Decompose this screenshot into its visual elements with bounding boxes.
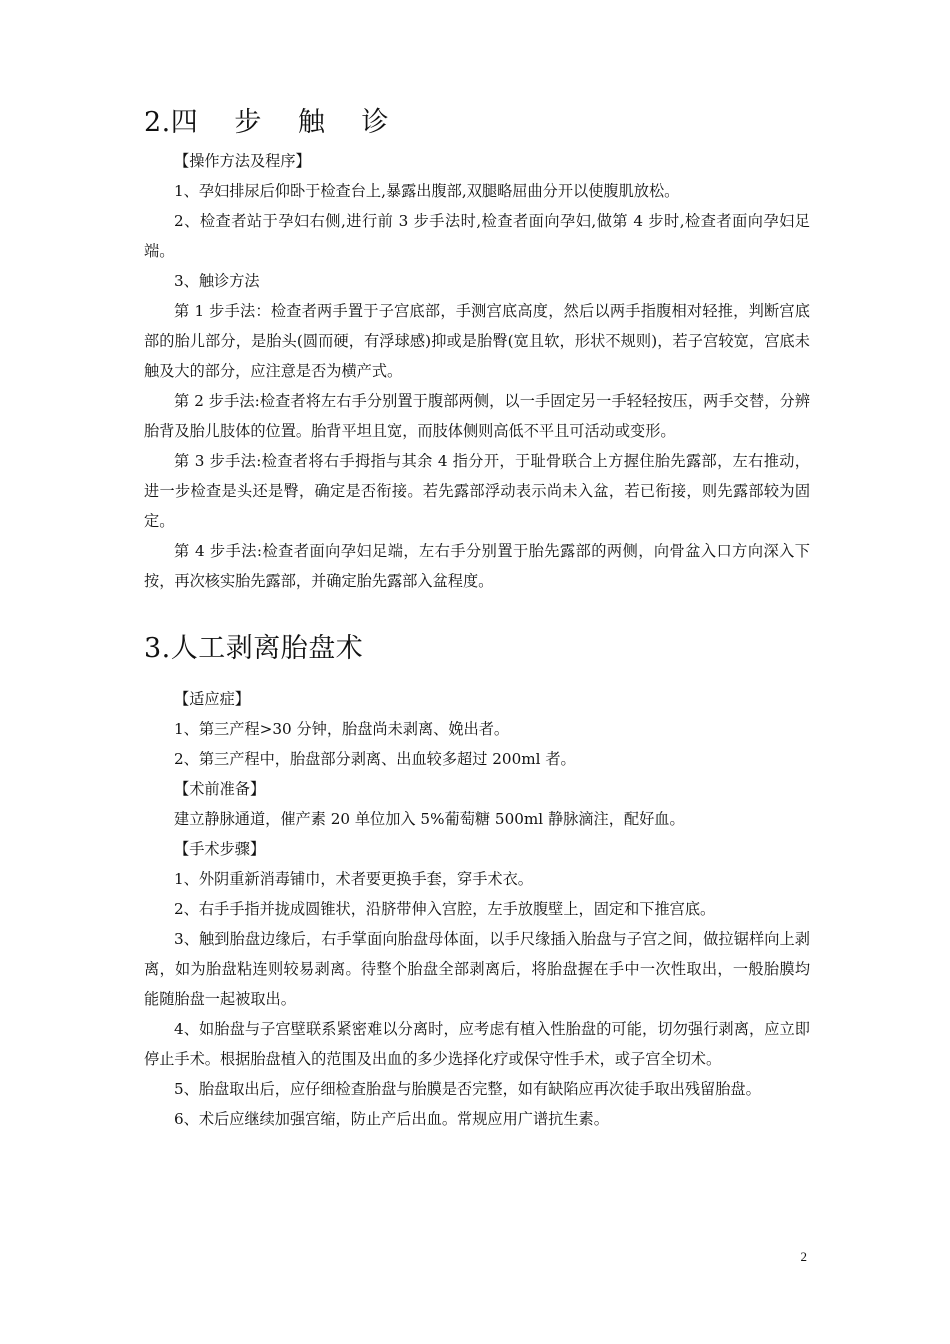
heading-text: 四 步 触 诊	[170, 107, 403, 138]
page-number: 2	[800, 1249, 807, 1264]
paragraph-preop-label: 【术前准备】	[174, 780, 266, 798]
paragraph-maneuver-4: 第 4 步手法:检查者面向孕妇足端，左右手分别置于胎先露部的两侧，向骨盆入口方向深入下按，再次核实胎先露部，并确定胎先露部入盆程度。	[144, 542, 810, 590]
paragraph-surgery-step-3: 3、触到胎盘边缘后，右手掌面向胎盘母体面，以手尺缘插入胎盘与子宫之间，做拉锯样向上剥离，如为胎盘粘连则较易剥离。待整个胎盘全部剥离后，将胎盘握在手中一次性取出，一般胎膜均能随胎盘一起被取出。	[144, 930, 810, 1008]
heading-number: 2.	[144, 107, 171, 138]
paragraph-surgery-step-5: 5、胎盘取出后，应仔细检查胎盘与胎膜是否完整，如有缺陷应再次徒手取出残留胎盘。	[174, 1080, 761, 1098]
paragraph-step-3: 3、触诊方法	[174, 272, 260, 290]
paragraph-step-1: 1、孕妇排尿后仰卧于检查台上,暴露出腹部,双腿略屈曲分开以使腹肌放松。	[174, 182, 680, 200]
paragraph-surgery-step-1: 1、外阴重新消毒铺巾，术者要更换手套，穿手术衣。	[174, 870, 533, 888]
paragraph-step-2: 2、检查者站于孕妇右侧,进行前 3 步手法时,检查者面向孕妇,做第 4 步时,检查者面向孕妇足端。	[144, 212, 810, 260]
paragraph-procedure-label: 【操作方法及程序】	[174, 152, 311, 170]
paragraph-surgery-step-6: 6、术后应继续加强宫缩，防止产后出血。常规应用广谱抗生素。	[174, 1110, 609, 1128]
paragraph-surgery-step-2: 2、右手手指并拢成圆锥状，沿脐带伸入宫腔，左手放腹壁上，固定和下推宫底。	[174, 900, 716, 918]
paragraph-indication-1: 1、第三产程>30 分钟，胎盘尚未剥离、娩出者。	[174, 720, 510, 738]
paragraph-surgery-step-4: 4、如胎盘与子宫壁联系紧密难以分离时，应考虑有植入性胎盘的可能，切勿强行剥离，应立即停止手术。根据胎盘植入的范围及出血的多少选择化疗或保守性手术，或子宫全切术。	[144, 1020, 810, 1068]
section-heading-manual-placenta-removal: 3.人工剥离胎盘术	[144, 633, 364, 664]
paragraph-indications-label: 【适应症】	[174, 690, 250, 708]
paragraph-steps-label: 【手术步骤】	[174, 840, 266, 858]
paragraph-preop-text: 建立静脉通道，催产素 20 单位加入 5%葡萄糖 500ml 静脉滴注，配好血。	[174, 810, 685, 828]
paragraph-maneuver-2: 第 2 步手法:检查者将左右手分别置于腹部两侧，以一手固定另一手轻轻按压，两手交替，分辨胎背及胎儿肢体的位置。胎背平坦且宽，而肢体侧则高低不平且可活动或变形。	[144, 392, 810, 440]
paragraph-maneuver-3: 第 3 步手法:检查者将右手拇指与其余 4 指分开，于耻骨联合上方握住胎先露部，左右推动，进一步检查是头还是臀，确定是否衔接。若先露部浮动表示尚未入盆，若已衔接，则先露部较为固定。	[144, 452, 810, 530]
paragraph-indication-2: 2、第三产程中，胎盘部分剥离、出血较多超过 200ml 者。	[174, 750, 576, 768]
section-heading-four-step-palpation	[144, 106, 403, 140]
section-body-four-step-palpation	[144, 146, 810, 596]
paragraph-maneuver-1: 第 1 步手法：检查者两手置于子宫底部，手测宫底高度，然后以两手指腹相对轻推，判断宫底部的胎儿部分，是胎头(圆而硬，有浮球感)抑或是胎臀(宽且软，形状不规则)，若子宫较宽，宫底未触及大的部分，应注意是否为横产式。	[144, 302, 810, 380]
section-body-manual-placenta-removal	[144, 684, 810, 1134]
